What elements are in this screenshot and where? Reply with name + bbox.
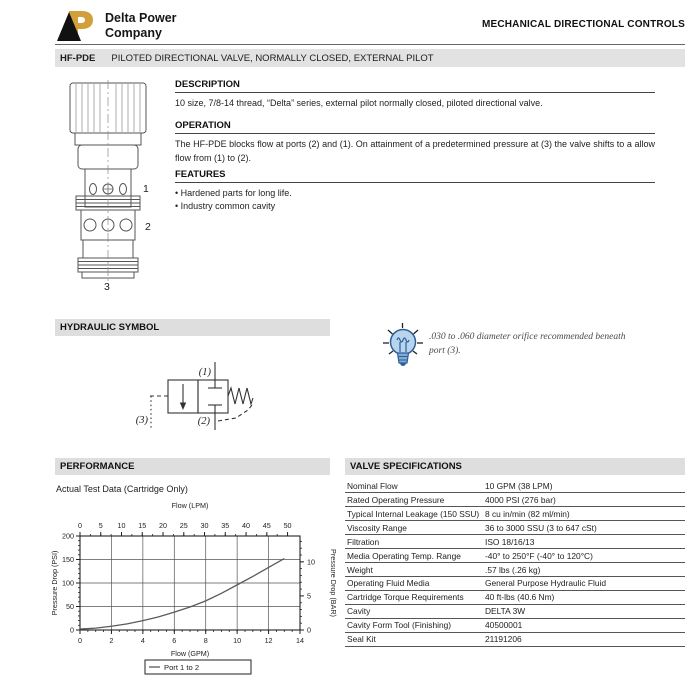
- hydraulic-symbol-heading: HYDRAULIC SYMBOL: [60, 322, 160, 333]
- spec-row: [345, 549, 685, 563]
- chart-tick-label: 5: [307, 591, 311, 601]
- spec-row: [345, 577, 685, 591]
- company-name-line2: Company: [105, 26, 162, 40]
- spec-row: [345, 619, 685, 633]
- feature-item: • Hardened parts for long life.: [175, 187, 655, 200]
- chart-tick-label: 8: [203, 636, 208, 645]
- spec-value: ISO 18/16/13: [485, 536, 535, 547]
- delta-power-logo-icon: [55, 8, 99, 44]
- pressure-drop-chart: [48, 496, 340, 696]
- orifice-note: .030 to .060 diameter orifice recommended beneath port (3).: [429, 332, 626, 356]
- chart-tick-label: 30: [200, 521, 209, 530]
- bottom-axis-title: Flow (GPM): [170, 649, 210, 658]
- symbol-right-position-box: [198, 380, 228, 413]
- bulb-base: [398, 353, 409, 363]
- features-heading: FEATURES: [175, 169, 655, 183]
- feature-item: • Industry common cavity: [175, 200, 655, 213]
- spec-label: Cartridge Torque Requirements: [347, 592, 464, 603]
- spec-label: Typical Internal Leakage (150 SSU): [347, 508, 480, 519]
- spec-label: Media Operating Temp. Range: [347, 550, 461, 561]
- spec-value: General Purpose Hydraulic Fluid: [485, 578, 607, 589]
- spec-value: 40500001: [485, 620, 523, 631]
- model-number: HF-PDE: [60, 52, 96, 64]
- port3-label: 3: [104, 281, 110, 292]
- port1-hole-right: [120, 184, 127, 195]
- chart-tick-label: 5: [98, 521, 103, 530]
- specifications-bar: [345, 458, 685, 475]
- spec-value: 10 GPM (38 LPM): [485, 480, 553, 491]
- hex-knurl-lines: [76, 84, 140, 132]
- valve-title: PILOTED DIRECTIONAL VALVE, NORMALLY CLOSED, EXTERNAL PILOT: [111, 52, 434, 64]
- legend-label: Port 1 to 2: [164, 663, 200, 672]
- chart-tick-label: 12: [264, 636, 273, 645]
- spec-label: Weight: [347, 564, 373, 575]
- chart-tick-label: 20: [159, 521, 168, 530]
- chart-tick-label: 14: [296, 636, 304, 645]
- spring-symbol: [228, 388, 253, 404]
- symbol-port3-label: (3): [135, 415, 148, 426]
- chart-tick-label: 100: [62, 578, 74, 588]
- spec-value: 4000 PSI (276 bar): [485, 494, 556, 505]
- spec-value: DELTA 3W: [485, 606, 526, 617]
- description-section: [175, 79, 655, 111]
- chart-tick-label: 10: [233, 636, 242, 645]
- spec-row: [345, 493, 685, 507]
- port2-hole-left: [84, 219, 96, 231]
- spec-label: Operating Fluid Media: [347, 578, 430, 589]
- port2-hole-right: [120, 219, 132, 231]
- company-logo: [55, 8, 177, 44]
- spec-label: Nominal Flow: [347, 480, 398, 491]
- spec-row: [345, 479, 685, 493]
- performance-heading: PERFORMANCE: [60, 461, 135, 472]
- spec-row: [345, 563, 685, 577]
- spec-row: [345, 591, 685, 605]
- performance-subtitle: Actual Test Data (Cartridge Only): [56, 484, 188, 494]
- valve-hex-head: [70, 83, 146, 133]
- light-bulb-icon: [382, 322, 426, 372]
- spec-label: Cavity: [347, 606, 371, 617]
- chart-tick-label: 200: [62, 531, 74, 541]
- chart-tick-label: 35: [221, 521, 230, 530]
- chart-tick-label: 0: [70, 625, 74, 635]
- flow-arrowhead: [180, 403, 186, 411]
- top-axis-title: Flow (LPM): [171, 501, 209, 510]
- spec-value: 40 ft-lbs (40.6 Nm): [485, 592, 555, 603]
- spec-value: -40° to 250°F (-40° to 120°C): [485, 550, 593, 561]
- chart-tick-label: 45: [262, 521, 271, 530]
- spec-row: [345, 507, 685, 521]
- chart-tick-label: 10: [117, 521, 126, 530]
- right-axis-title: Pressure Drop (BAR): [329, 549, 338, 617]
- spec-label: Cavity Form Tool (Finishing): [347, 620, 452, 631]
- spec-label: Rated Operating Pressure: [347, 494, 445, 505]
- chart-tick-label: 10: [307, 557, 315, 567]
- spec-row: [345, 535, 685, 549]
- port1-hole-left: [90, 184, 97, 195]
- company-name-line1: Delta Power: [105, 11, 177, 26]
- left-axis-title: Pressure Drop (PSI): [50, 550, 59, 616]
- operation-section: [175, 120, 655, 165]
- hydraulic-symbol-bar: [55, 319, 330, 336]
- symbol-port2-label: (2): [197, 416, 210, 427]
- chart-tick-label: 50: [66, 602, 74, 611]
- company-name: [105, 11, 177, 41]
- chart-tick-label: 25: [179, 521, 188, 530]
- hydraulic-symbol-drawing: [118, 358, 273, 448]
- description-body: 10 size, 7/8-14 thread, “Delta” series, external pilot normally closed, piloted directional valve.: [175, 98, 543, 108]
- spec-row: [345, 521, 685, 535]
- chart-tick-label: 2: [109, 636, 114, 645]
- chart-tick-label: 4: [140, 636, 145, 645]
- spec-row: [345, 633, 685, 647]
- chart-tick-label: 6: [172, 636, 177, 645]
- features-section: [175, 169, 655, 213]
- spec-label: Filtration: [347, 536, 380, 547]
- spec-value: 21191206: [485, 634, 522, 645]
- spec-label: Viscosity Range: [347, 522, 407, 533]
- description-heading: DESCRIPTION: [175, 79, 655, 93]
- features-list: [175, 187, 655, 213]
- chart-tick-label: 50: [283, 521, 292, 530]
- spec-value: .57 lbs (.26 kg): [485, 564, 541, 575]
- spec-label: Seal Kit: [347, 634, 376, 645]
- operation-heading: OPERATION: [175, 120, 655, 134]
- symbol-port1-label: (1): [198, 367, 211, 378]
- specifications-heading: VALVE SPECIFICATIONS: [350, 461, 462, 472]
- port2-label: 2: [145, 221, 151, 233]
- port1-label: 1: [143, 183, 149, 195]
- specifications-table: [345, 479, 685, 647]
- performance-bar: [55, 458, 330, 475]
- operation-body: The HF-PDE blocks flow at ports (2) and (1). On attainment of a predetermined pressure at (3) the valve shifts to a allow flow from (1) to (2).: [175, 139, 655, 163]
- series-curve-port-1-to-2: [80, 559, 284, 630]
- chart-tick-label: 150: [62, 555, 74, 564]
- bulb-glass: [391, 330, 416, 355]
- chart-tick-label: 0: [78, 521, 82, 530]
- spec-row: [345, 605, 685, 619]
- chart-tick-label: 40: [242, 521, 251, 530]
- chart-tick-label: 0: [78, 636, 82, 645]
- spec-value: 36 to 3000 SSU (3 to 647 cSt): [485, 522, 597, 533]
- model-title-bar: [55, 49, 685, 67]
- spec-value: 8 cu in/min (82 ml/min): [485, 508, 570, 519]
- page-category-title: MECHANICAL DIRECTIONAL CONTROLS: [481, 19, 685, 30]
- bulb-tip: [400, 363, 406, 366]
- header-rule: [55, 44, 685, 45]
- chart-tick-label: 15: [138, 521, 147, 530]
- chart-tick-label: 0: [307, 625, 311, 635]
- valve-cartridge-drawing: [55, 80, 170, 292]
